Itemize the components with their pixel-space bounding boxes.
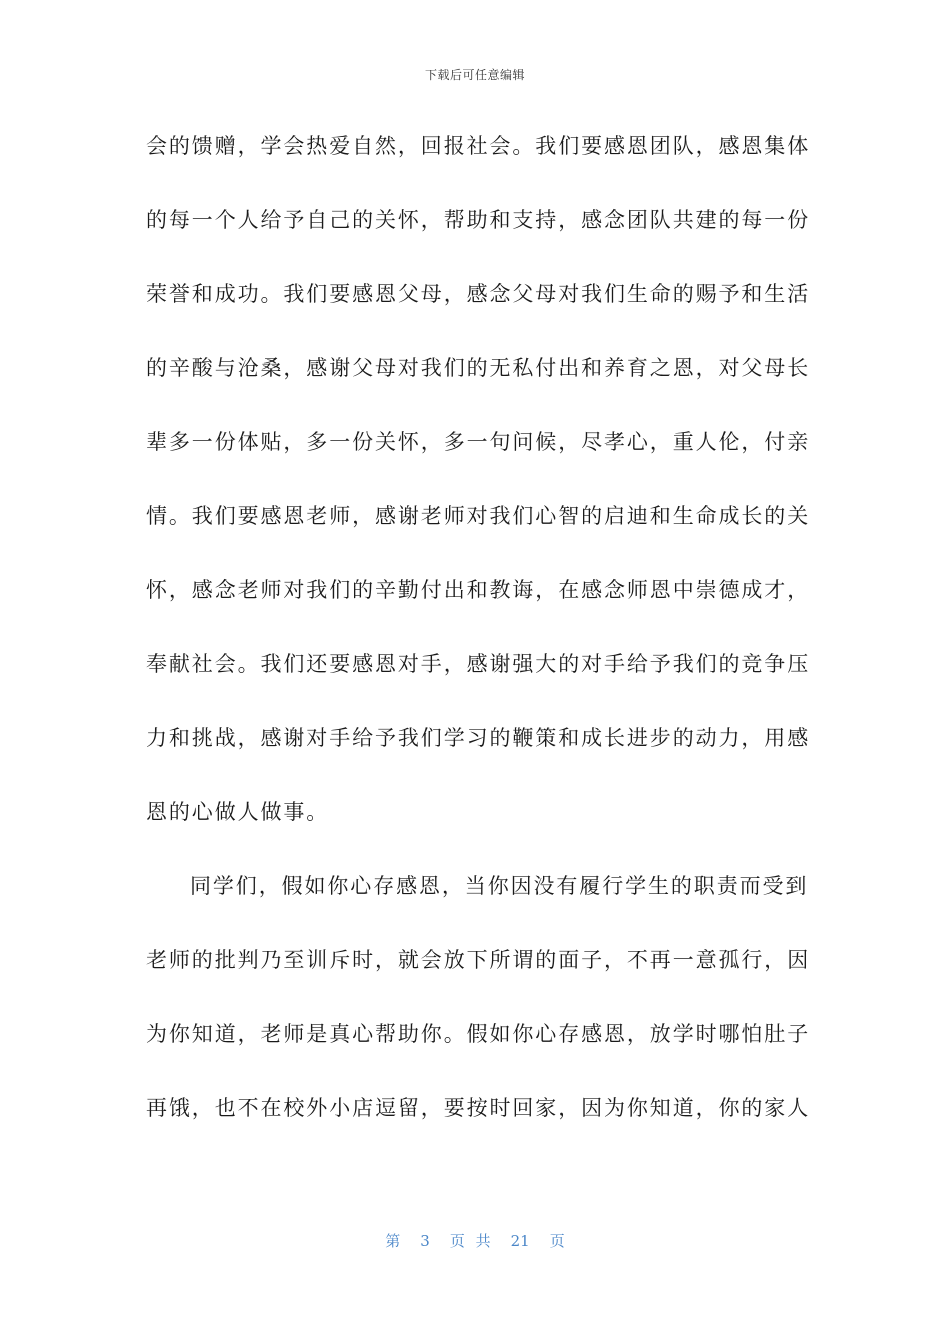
footer-total-pages: 21 bbox=[510, 1232, 530, 1250]
page-footer bbox=[0, 1230, 950, 1251]
text-line: 为你知道，老师是真心帮助你。假如你心存感恩，放学时哪怕肚子 bbox=[146, 1022, 811, 1046]
text-line: 老师的批判乃至训斥时，就会放下所谓的面子，不再一意孤行，因 bbox=[146, 948, 811, 972]
document-body bbox=[146, 128, 811, 1164]
page-header: 下载后可任意编辑 bbox=[424, 68, 525, 82]
footer-suffix: 页 bbox=[549, 1232, 565, 1250]
text-line-last: 恩的心做人做事。 bbox=[146, 800, 330, 824]
text-line: 再饿，也不在校外小店逗留，要按时回家，因为你知道，你的家人 bbox=[146, 1096, 811, 1120]
footer-current-page: 3 bbox=[420, 1232, 430, 1250]
text-line: 辈多一份体贴，多一份关怀，多一句问候，尽孝心，重人伦，付亲 bbox=[146, 430, 811, 454]
text-line-indented: 同学们，假如你心存感恩，当你因没有履行学生的职责而受到 bbox=[190, 874, 809, 898]
text-line: 会的馈赠，学会热爱自然，回报社会。我们要感恩团队，感恩集体 bbox=[146, 134, 811, 158]
text-line: 情。我们要感恩老师，感谢老师对我们心智的启迪和生命成长的关 bbox=[146, 504, 811, 528]
text-line: 力和挑战，感谢对手给予我们学习的鞭策和成长进步的动力，用感 bbox=[146, 726, 811, 750]
footer-prefix: 第 bbox=[385, 1232, 401, 1250]
text-line: 奉献社会。我们还要感恩对手，感谢强大的对手给予我们的竞争压 bbox=[146, 652, 811, 676]
text-line: 怀，感念老师对我们的辛勤付出和教诲，在感念师恩中崇德成才， bbox=[146, 578, 811, 602]
footer-middle: 页 共 bbox=[449, 1232, 491, 1250]
text-line: 的每一个人给予自己的关怀，帮助和支持，感念团队共建的每一份 bbox=[146, 208, 811, 232]
text-line: 荣誉和成功。我们要感恩父母，感念父母对我们生命的赐予和生活 bbox=[146, 282, 811, 306]
text-line: 的辛酸与沧桑，感谢父母对我们的无私付出和养育之恩，对父母长 bbox=[146, 356, 811, 380]
